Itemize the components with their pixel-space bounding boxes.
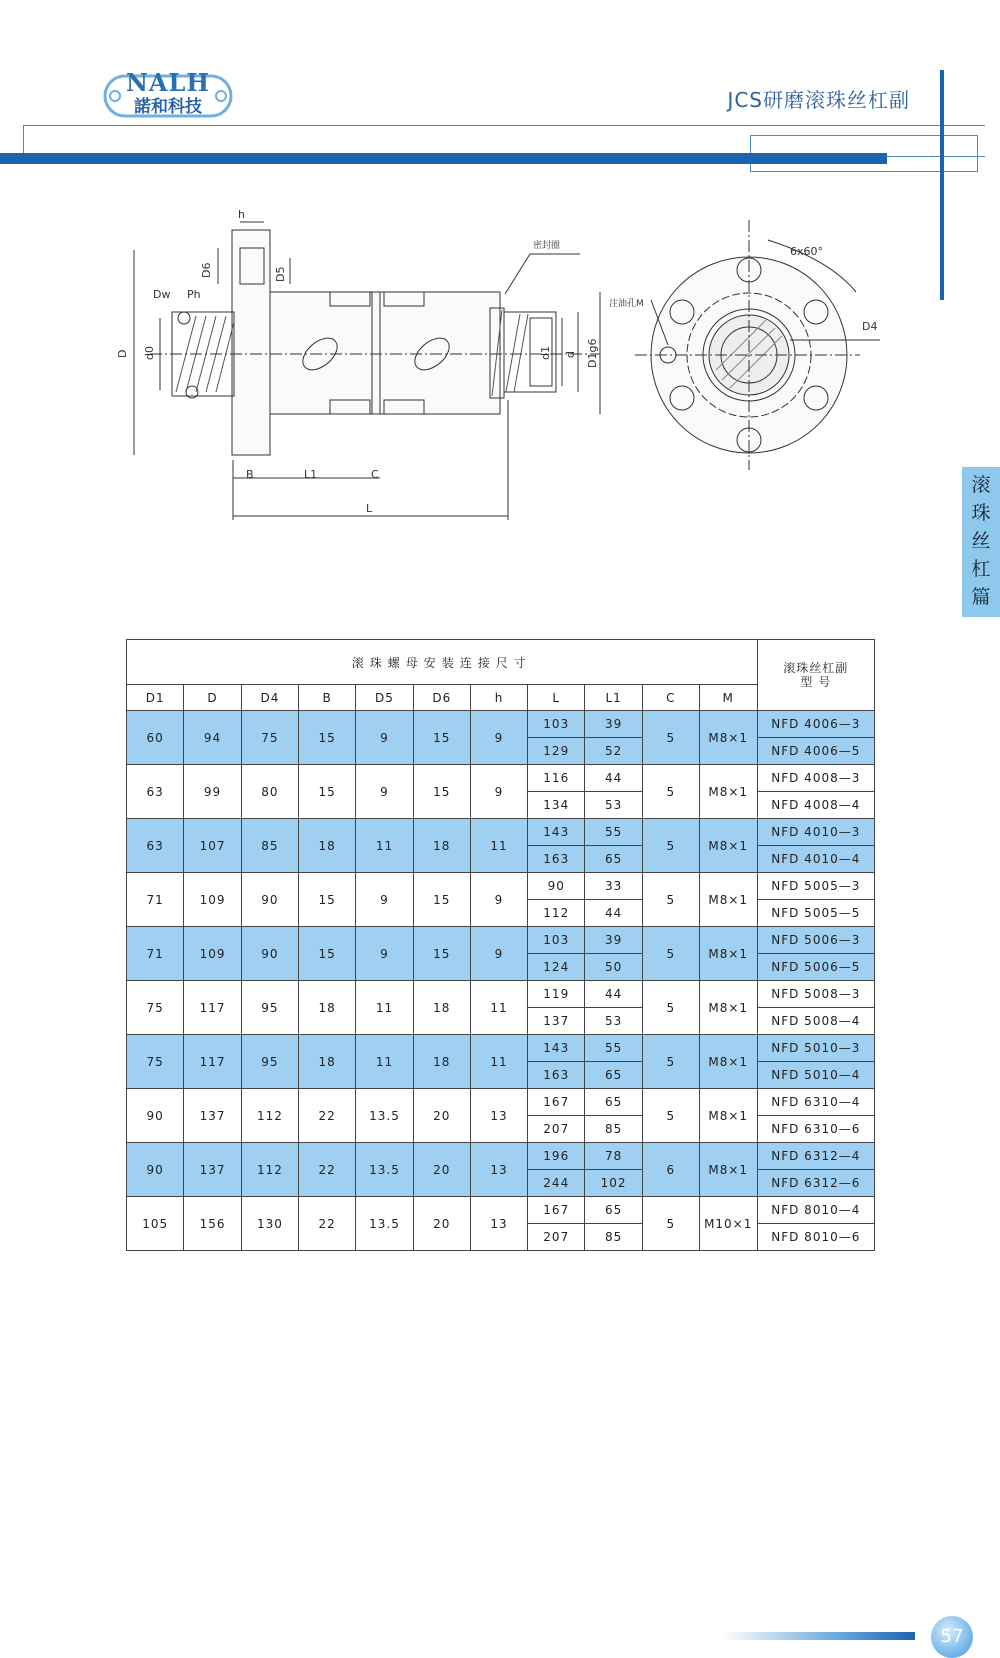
cell-c: 5 [642,819,699,873]
cell-l1: 65 [585,1062,642,1089]
cell-l: 137 [528,1008,585,1035]
cell-d5: 9 [356,927,413,981]
cell-l1: 65 [585,1197,642,1224]
cell-d: 137 [184,1089,241,1143]
side-tab-char: 篇 [971,586,991,608]
footer-bar [722,1632,915,1640]
label-D1g6: D1g6 [586,338,599,368]
cell-l1: 78 [585,1143,642,1170]
label-D4: D4 [862,320,878,333]
cell-l1: 55 [585,1035,642,1062]
label-C: C [371,468,379,481]
cell-l1: 44 [585,765,642,792]
table-row [127,981,875,1008]
cell-l: 207 [528,1224,585,1251]
cell-d6: 18 [413,819,470,873]
cell-b: 22 [299,1143,356,1197]
cell-d5: 9 [356,765,413,819]
cell-model: NFD 5006—3 [757,927,874,954]
cell-d6: 18 [413,1035,470,1089]
label-angle: 6x60° [790,245,824,258]
cell-d6: 15 [413,873,470,927]
cell-model: NFD 5008—3 [757,981,874,1008]
col-header: M [699,685,757,711]
cell-b: 18 [299,1035,356,1089]
cell-model: NFD 4008—3 [757,765,874,792]
cell-model: NFD 4008—4 [757,792,874,819]
cell-d1: 90 [127,1089,184,1143]
col-header: L1 [585,685,642,711]
table-row [127,1143,875,1170]
cell-m: M8×1 [699,1035,757,1089]
cell-h: 9 [470,927,527,981]
cell-model: NFD 6312—4 [757,1143,874,1170]
side-tab-char: 滚 [971,474,991,496]
cell-d4: 95 [241,1035,298,1089]
label-Dw: Dw [153,288,171,301]
cell-d: 109 [184,873,241,927]
header-bar [0,153,887,164]
cell-l: 167 [528,1197,585,1224]
cell-d1: 75 [127,981,184,1035]
cell-model: NFD 5006—5 [757,954,874,981]
cell-d: 107 [184,819,241,873]
cell-m: M8×1 [699,711,757,765]
cell-b: 18 [299,981,356,1035]
cell-d4: 95 [241,981,298,1035]
cell-l1: 39 [585,927,642,954]
cell-model: NFD 5005—3 [757,873,874,900]
cell-d5: 9 [356,711,413,765]
cell-l: 143 [528,819,585,846]
vertical-accent-line [940,70,944,300]
cell-d6: 20 [413,1089,470,1143]
cell-c: 5 [642,1035,699,1089]
cell-h: 9 [470,873,527,927]
cell-l: 143 [528,1035,585,1062]
table-row [127,765,875,792]
cell-l: 167 [528,1089,585,1116]
cell-d4: 90 [241,873,298,927]
table-row [127,1035,875,1062]
table-group-header: 滚珠螺母安装连接尺寸 [127,640,758,685]
cell-d: 137 [184,1143,241,1197]
cell-model: NFD 5010—3 [757,1035,874,1062]
table-row [127,1089,875,1116]
cell-model: NFD 6312—6 [757,1170,874,1197]
cell-l1: 65 [585,1089,642,1116]
cell-h: 11 [470,1035,527,1089]
cell-m: M8×1 [699,873,757,927]
cell-m: M8×1 [699,1143,757,1197]
cell-d6: 20 [413,1143,470,1197]
table-row [127,711,875,738]
cell-d6: 15 [413,765,470,819]
cell-d1: 63 [127,819,184,873]
side-tab-char: 杠 [971,558,991,580]
cell-l: 116 [528,765,585,792]
cell-model: NFD 8010—6 [757,1224,874,1251]
cell-h: 13 [470,1089,527,1143]
col-header: B [299,685,356,711]
cell-l: 134 [528,792,585,819]
col-header: D5 [356,685,413,711]
cell-h: 11 [470,819,527,873]
cell-d6: 15 [413,927,470,981]
cell-d6: 18 [413,981,470,1035]
cell-d5: 11 [356,1035,413,1089]
cell-d1: 90 [127,1143,184,1197]
cell-l: 103 [528,711,585,738]
cell-c: 5 [642,873,699,927]
page-number: 57 [931,1616,973,1658]
cell-l1: 39 [585,711,642,738]
cell-model: NFD 4010—3 [757,819,874,846]
cell-c: 5 [642,1197,699,1251]
label-D5: D5 [274,266,287,282]
cell-model: NFD 5008—4 [757,1008,874,1035]
cell-l1: 65 [585,846,642,873]
table-row [127,1197,875,1224]
label-oil-hole: 注油孔M [609,299,644,309]
label-d0: d0 [143,346,156,360]
cell-model: NFD 5005—5 [757,900,874,927]
cell-d: 109 [184,927,241,981]
col-header: D6 [413,685,470,711]
cell-d1: 71 [127,927,184,981]
cell-d: 117 [184,981,241,1035]
cell-d1: 75 [127,1035,184,1089]
cell-c: 6 [642,1143,699,1197]
table-row [127,927,875,954]
label-d1: d1 [539,346,552,360]
cell-m: M8×1 [699,1089,757,1143]
label-L1: L1 [304,468,318,481]
table-row [127,873,875,900]
side-tab-char: 珠 [971,502,991,524]
cell-d1: 105 [127,1197,184,1251]
cell-l: 244 [528,1170,585,1197]
cell-d5: 13.5 [356,1089,413,1143]
cell-l1: 53 [585,792,642,819]
page-title: JCS研磨滚珠丝杠副 [727,88,910,112]
cell-d: 117 [184,1035,241,1089]
cell-h: 13 [470,1197,527,1251]
cell-b: 22 [299,1197,356,1251]
cell-l1: 52 [585,738,642,765]
cell-d4: 85 [241,819,298,873]
cell-b: 15 [299,711,356,765]
cell-d5: 11 [356,819,413,873]
col-header: D [184,685,241,711]
cell-model: NFD 6310—4 [757,1089,874,1116]
cell-d4: 112 [241,1143,298,1197]
label-seal: 密封圈 [533,241,561,251]
label-D6: D6 [200,262,213,278]
cell-c: 5 [642,711,699,765]
cell-l: 207 [528,1116,585,1143]
cell-c: 5 [642,765,699,819]
cell-model: NFD 8010—4 [757,1197,874,1224]
cell-d1: 71 [127,873,184,927]
cell-model: NFD 6310—6 [757,1116,874,1143]
label-L: L [366,502,373,515]
cell-model: NFD 5010—4 [757,1062,874,1089]
cell-d: 94 [184,711,241,765]
label-D: D [116,349,129,358]
cell-l: 119 [528,981,585,1008]
cell-b: 15 [299,765,356,819]
cell-l: 112 [528,900,585,927]
cell-l: 196 [528,1143,585,1170]
cell-model: NFD 4006—5 [757,738,874,765]
label-h: h [238,208,245,221]
cell-l: 103 [528,927,585,954]
cell-d: 156 [184,1197,241,1251]
spec-table [126,639,875,1251]
model-header: 滚珠丝杠副 型 号 [757,640,874,711]
cell-d4: 130 [241,1197,298,1251]
cell-b: 22 [299,1089,356,1143]
cell-d4: 80 [241,765,298,819]
cell-b: 18 [299,819,356,873]
cell-c: 5 [642,1089,699,1143]
cell-l1: 102 [585,1170,642,1197]
cell-l1: 85 [585,1116,642,1143]
cell-h: 11 [470,981,527,1035]
col-header: L [528,685,585,711]
cell-d1: 60 [127,711,184,765]
cell-m: M8×1 [699,927,757,981]
cell-l: 124 [528,954,585,981]
section-side-tab [962,467,1000,617]
cell-l1: 53 [585,1008,642,1035]
cell-l1: 44 [585,981,642,1008]
cell-l1: 50 [585,954,642,981]
cell-h: 13 [470,1143,527,1197]
cell-c: 5 [642,981,699,1035]
cell-b: 15 [299,873,356,927]
cell-l1: 85 [585,1224,642,1251]
col-header: h [470,685,527,711]
cell-c: 5 [642,927,699,981]
cell-l: 90 [528,873,585,900]
company-logo [103,70,233,122]
col-header: C [642,685,699,711]
cell-m: M8×1 [699,765,757,819]
cell-h: 9 [470,711,527,765]
cell-l: 163 [528,846,585,873]
cell-d4: 112 [241,1089,298,1143]
cell-h: 9 [470,765,527,819]
ball-nut-drawing [100,200,920,530]
cell-d6: 15 [413,711,470,765]
label-d: d [564,351,577,358]
cell-m: M8×1 [699,981,757,1035]
col-header: D4 [241,685,298,711]
side-tab-char: 丝 [971,530,991,552]
cell-l1: 33 [585,873,642,900]
cell-model: NFD 4010—4 [757,846,874,873]
cell-d5: 9 [356,873,413,927]
col-header: D1 [127,685,184,711]
cell-d5: 13.5 [356,1197,413,1251]
cell-d1: 63 [127,765,184,819]
label-B: B [246,468,254,481]
cell-d6: 20 [413,1197,470,1251]
cell-d: 99 [184,765,241,819]
cell-l: 129 [528,738,585,765]
logo-text-en: NALH [125,68,211,97]
cell-d4: 90 [241,927,298,981]
cell-l1: 55 [585,819,642,846]
cell-b: 15 [299,927,356,981]
cell-l1: 44 [585,900,642,927]
cell-m: M10×1 [699,1197,757,1251]
cell-model: NFD 4006—3 [757,711,874,738]
logo-text-cn: 諾和科技 [134,97,202,117]
label-Ph: Ph [187,288,201,301]
cell-d4: 75 [241,711,298,765]
cell-d5: 11 [356,981,413,1035]
cell-l: 163 [528,1062,585,1089]
cell-m: M8×1 [699,819,757,873]
cell-d5: 13.5 [356,1143,413,1197]
table-row [127,819,875,846]
